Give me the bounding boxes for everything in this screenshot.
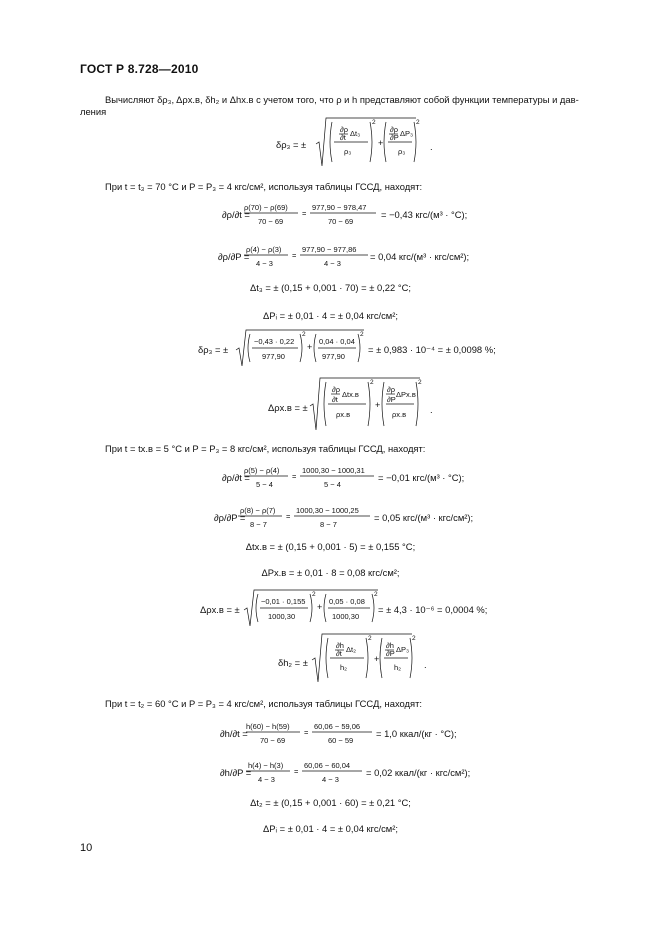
svg-text:h(4) − h(3): h(4) − h(3) [248, 761, 284, 770]
svg-text:ΔP₃: ΔP₃ [400, 129, 414, 138]
formula-dPi-1: ΔPᵢ = ± 0,01 · 4 = ± 0,04 кгс/см²; [263, 310, 398, 321]
svg-text:Δtх.в: Δtх.в [342, 390, 359, 399]
svg-text:∂t: ∂t [332, 395, 338, 404]
formula-result: = 1,0 ккал/(кг · °С); [376, 728, 457, 739]
formula-lhs: ∂ρ/∂P = [214, 512, 246, 523]
svg-text:ρ₃: ρ₃ [398, 147, 406, 156]
svg-text:ρх.в: ρх.в [392, 410, 407, 419]
formula-lhs: ∂ρ/∂t = [222, 209, 250, 220]
svg-text:60,06 − 60,04: 60,06 − 60,04 [304, 761, 351, 770]
svg-text:977,90 − 978,47: 977,90 − 978,47 [312, 203, 367, 212]
svg-text:=: = [292, 472, 297, 481]
formula-lhs: Δρх.в = ± [200, 604, 240, 615]
svg-text:2: 2 [370, 379, 374, 386]
formula-result: = −0,01 кгс/(м³ · °С); [378, 472, 465, 483]
svg-text:2: 2 [418, 379, 422, 386]
svg-text:1000,30 − 1000,31: 1000,30 − 1000,31 [302, 466, 365, 475]
fraction-pair [244, 242, 384, 272]
svg-text:977,90 − 977,86: 977,90 − 977,86 [302, 245, 357, 254]
svg-text:4 − 3: 4 − 3 [322, 775, 339, 784]
svg-text:ρ(8) − ρ(7): ρ(8) − ρ(7) [240, 506, 276, 515]
formula-result: = 0,04 кгс/(м³ · кгс/см²); [370, 251, 470, 262]
svg-text:∂h: ∂h [386, 641, 394, 650]
svg-text:70 − 69: 70 − 69 [328, 217, 354, 226]
svg-text:∂ρ: ∂ρ [390, 125, 398, 134]
svg-text:∂ρ: ∂ρ [332, 385, 340, 394]
svg-text:977,90: 977,90 [322, 352, 345, 361]
formula-dPxv: ΔPх.в = ± 0,01 · 8 = 0,08 кгс/см²; [261, 567, 400, 578]
fraction-pair [238, 503, 378, 533]
svg-text:8 − 7: 8 − 7 [320, 520, 337, 529]
svg-text:60,06 − 59,06: 60,06 − 59,06 [314, 722, 361, 731]
svg-text:Δt₃: Δt₃ [350, 129, 361, 138]
condition-3: При t = t₂ = 60 °C и P = P₃ = 4 кгс/см², используя таблицы ГССД, находят: [105, 698, 422, 709]
svg-text:2: 2 [416, 119, 420, 126]
intro-line-2: ления [80, 106, 107, 117]
svg-text:∂t: ∂t [340, 133, 346, 142]
svg-text:=: = [292, 251, 297, 260]
svg-text:+: + [374, 654, 380, 664]
svg-text:8 − 7: 8 − 7 [250, 520, 267, 529]
svg-text:∂P: ∂P [390, 133, 399, 142]
formula-lhs: δh₂ = ± [278, 657, 308, 668]
svg-text:ρ(5) − ρ(4): ρ(5) − ρ(4) [244, 466, 280, 475]
svg-text:∂P: ∂P [386, 649, 395, 658]
formula-lhs: δρ₃ = ± [198, 344, 229, 355]
svg-text:60 − 59: 60 − 59 [328, 736, 354, 745]
svg-text:=: = [294, 767, 299, 776]
formula-lhs: ∂h/∂t = [220, 728, 248, 739]
svg-text:1000,30: 1000,30 [332, 612, 360, 621]
svg-text:ρ₃: ρ₃ [344, 147, 352, 156]
svg-text:Δt₂: Δt₂ [346, 645, 357, 654]
svg-text:1000,30: 1000,30 [268, 612, 296, 621]
svg-text:+: + [307, 342, 313, 352]
formula-end: . [430, 141, 433, 152]
svg-text:ρ(4) − ρ(3): ρ(4) − ρ(3) [246, 245, 282, 254]
svg-text:ρ(70) − ρ(69): ρ(70) − ρ(69) [244, 203, 288, 212]
svg-text:2: 2 [302, 331, 306, 338]
svg-text:∂ρ: ∂ρ [340, 125, 348, 134]
svg-text:∂h: ∂h [336, 641, 344, 650]
svg-text:2: 2 [368, 635, 372, 642]
formula-result: = 0,02 ккал/(кг · кгс/см²); [366, 767, 471, 778]
svg-text:4 − 3: 4 − 3 [324, 259, 341, 268]
svg-text:2: 2 [374, 591, 378, 598]
svg-text:ΔPх.в: ΔPх.в [396, 390, 416, 399]
svg-text:2: 2 [312, 591, 316, 598]
svg-text:=: = [304, 728, 309, 737]
svg-text:ρх.в: ρх.в [336, 410, 351, 419]
svg-text:=: = [302, 209, 307, 218]
svg-text:70 − 69: 70 − 69 [258, 217, 284, 226]
page-number: 10 [80, 842, 93, 854]
svg-text:2: 2 [412, 635, 416, 642]
svg-text:h₂: h₂ [340, 663, 348, 672]
svg-text:−0,01 · 0,155: −0,01 · 0,155 [261, 597, 306, 606]
sqrt-formula [316, 118, 426, 170]
svg-text:5 − 4: 5 − 4 [324, 480, 341, 489]
fraction-pair [244, 200, 384, 230]
svg-text:∂P: ∂P [387, 395, 396, 404]
svg-text:∂ρ: ∂ρ [387, 385, 395, 394]
formula-lhs: ∂h/∂P = [220, 767, 252, 778]
formula-result: = ± 4,3 · 10⁻⁶ = 0,0004 %; [378, 604, 488, 615]
svg-text:0,05 · 0,08: 0,05 · 0,08 [329, 597, 365, 606]
svg-text:+: + [378, 138, 384, 148]
formula-end: . [424, 659, 427, 670]
formula-result: = ± 0,983 · 10⁻⁴ = ± 0,0098 %; [368, 344, 496, 355]
formula-result: = 0,05 кгс/(м³ · кгс/см²); [374, 512, 474, 523]
sqrt-formula [236, 330, 366, 370]
svg-text:h₂: h₂ [394, 663, 402, 672]
svg-text:+: + [375, 400, 381, 410]
formula-lhs: δρ₃ = ± [276, 139, 307, 150]
fraction-pair [244, 463, 384, 493]
standard-code: ГОСТ Р 8.728—2010 [80, 62, 199, 76]
fraction-pair [246, 719, 386, 749]
svg-text:2: 2 [372, 119, 376, 126]
svg-text:0,04 · 0,04: 0,04 · 0,04 [319, 337, 355, 346]
svg-text:2: 2 [360, 331, 364, 338]
condition-2: При t = tх.в = 5 °C и P = P₃ = 8 кгс/см², используя таблицы ГССД, находят: [105, 443, 426, 454]
formula-lhs: ∂ρ/∂t = [222, 472, 250, 483]
svg-text:977,90: 977,90 [262, 352, 285, 361]
sqrt-formula [312, 634, 422, 686]
intro-line-1: Вычисляют δρ₃, Δρх.в, δh₂ и Δhх.в с учетом того, что ρ и h представляют собой функции температуры и дав- [105, 94, 579, 105]
svg-text:70 − 69: 70 − 69 [260, 736, 286, 745]
svg-text:1000,30 − 1000,25: 1000,30 − 1000,25 [296, 506, 359, 515]
formula-dt3: Δt₃ = ± (0,15 + 0,001 · 70) = ± 0,22 °C; [250, 282, 411, 293]
svg-text:−0,43 · 0,22: −0,43 · 0,22 [254, 337, 295, 346]
formula-lhs: Δρх.в = ± [268, 402, 308, 413]
formula-dtxv: Δtх.в = ± (0,15 + 0,001 · 5) = ± 0,155 °C; [245, 541, 416, 552]
condition-1: При t = t₃ = 70 °C и P = P₃ = 4 кгс/см², используя таблицы ГССД, находят: [105, 181, 423, 192]
formula-result: = −0,43 кгс/(м³ · °С); [381, 209, 468, 220]
fraction-pair [246, 758, 386, 788]
svg-text:h(60) − h(59): h(60) − h(59) [246, 722, 290, 731]
svg-text:∂t: ∂t [336, 649, 342, 658]
svg-text:5 − 4: 5 − 4 [256, 480, 273, 489]
formula-lhs: ∂ρ/∂P = [218, 251, 250, 262]
svg-text:+: + [317, 602, 323, 612]
sqrt-formula [244, 590, 384, 630]
svg-text:4 − 3: 4 − 3 [256, 259, 273, 268]
svg-text:ΔP₃: ΔP₃ [396, 645, 410, 654]
formula-dt2: Δt₂ = ± (0,15 + 0,001 · 60) = ± 0,21 °C; [250, 797, 411, 808]
svg-text:=: = [286, 512, 291, 521]
formula-dPi-2: ΔPᵢ = ± 0,01 · 4 = ± 0,04 кгс/см²; [263, 823, 398, 834]
svg-text:4 − 3: 4 − 3 [258, 775, 275, 784]
sqrt-formula [310, 378, 430, 434]
formula-end: . [430, 404, 433, 415]
